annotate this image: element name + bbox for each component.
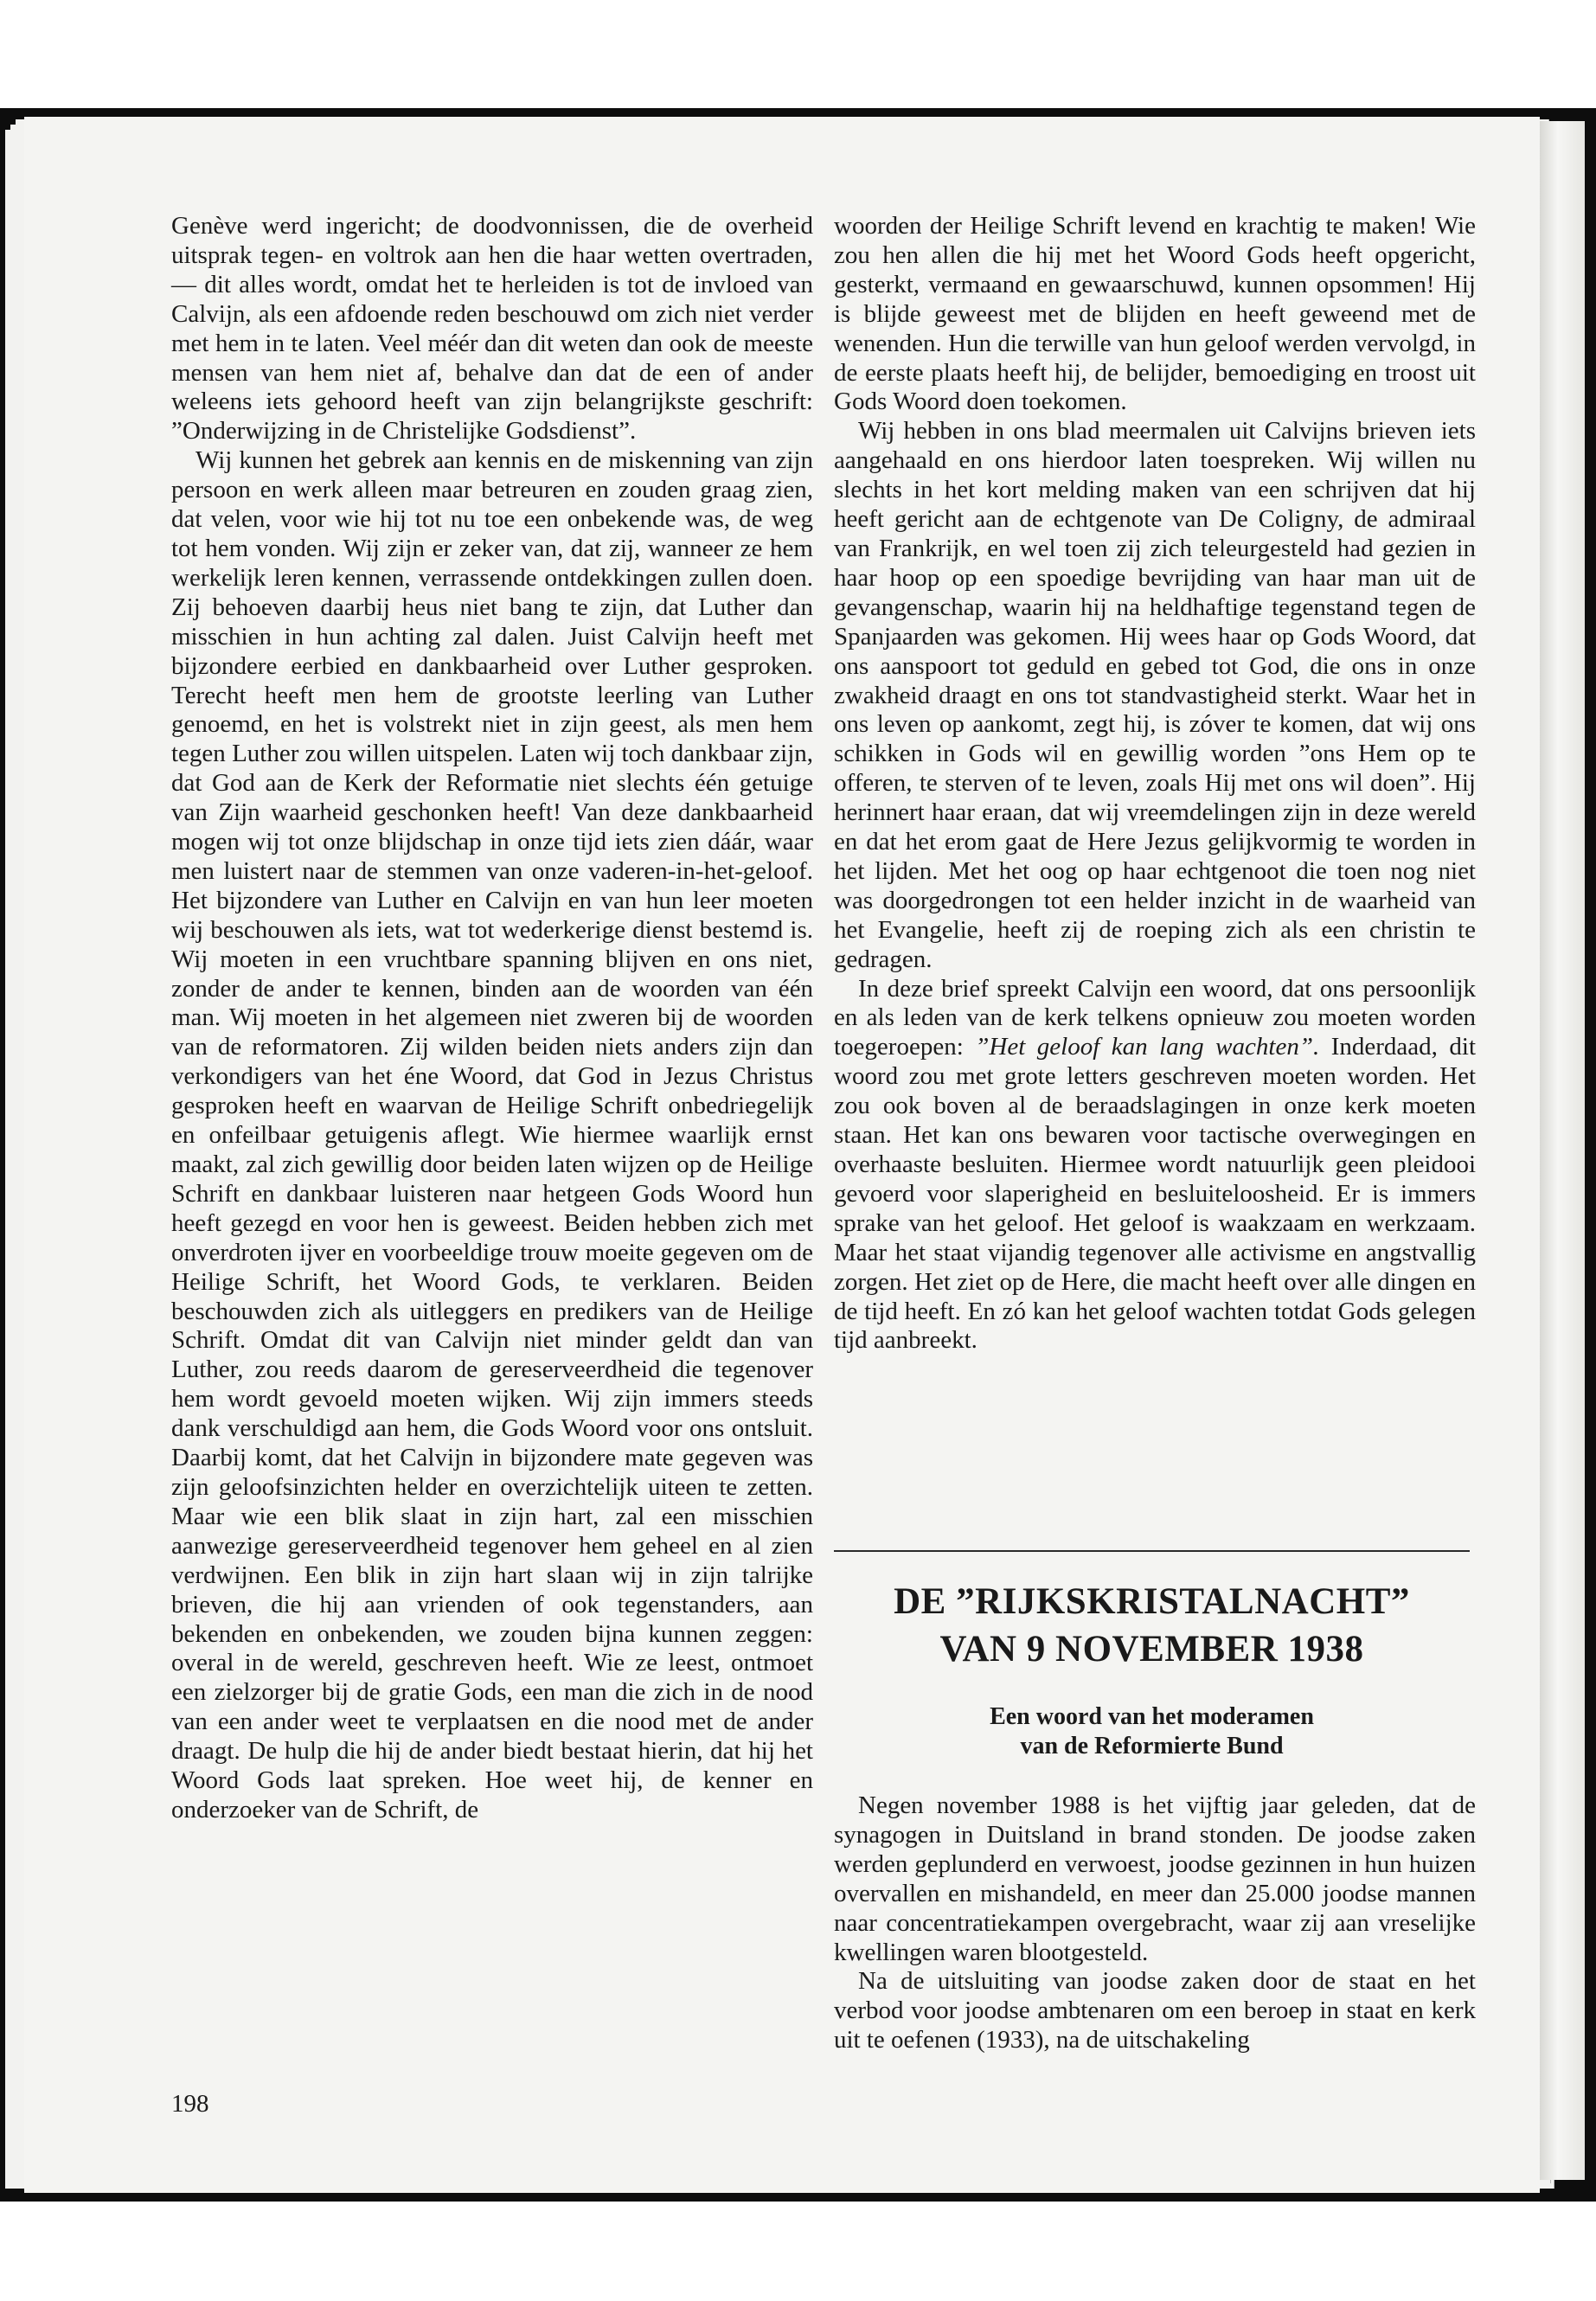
page-bottom-margin bbox=[0, 2202, 1596, 2301]
paragraph: Genève werd ingericht; de doodvonnissen, die de overheid uitsprak tegen- en voltrok aan hen die haar wetten overtraden, — dit alles wordt, omdat het te herleiden is tot de invloed van Calvijn, als een afdoende reden beschouwd om zich niet verder met hem in te laten. Veel méér dan dit weten dan ook de meeste mensen van hem niet af, behalve dan dat de een of ander weleens iets gehoord heeft van zijn belangrijkste geschrift: ”Onderwijzing in de Christelijke Godsdienst”. bbox=[171, 212, 813, 445]
page-number: 198 bbox=[171, 2090, 209, 2118]
paragraph: Negen november 1988 is het vijftig jaar geleden, dat de synagogen in Duitsland in brand stonden. De joodse zaken werden geplunderd en verwoest, joodse gezinnen in hun huizen overvallen en mishandeld, en meer dan 25.000 joodse mannen naar concentratiekampen overgebracht, waar zij aan vreselijke kwellingen waren blootgesteld. bbox=[834, 1791, 1476, 1966]
paragraph: Wij kunnen het gebrek aan kennis en de miskenning van zijn persoon en werk alleen maar betreuren en zouden graag zien, dat velen, voor wie hij tot nu toe een onbekende was, de weg tot hem vonden. Wij zijn er zeker van, dat zij, wanneer ze hem werkelijk leren kennen, verrassende ontdekkingen zullen doen. Zij behoeven daarbij heus niet bang te zijn, dat Luther dan misschien in hun achting zal dalen. Juist Calvijn heeft met bijzondere eerbied en dankbaarheid over Luther gesproken. Terecht heeft men hem de grootste leerling van Luther genoemd, en het is volstrekt niet in zijn geest, als men hem tegen Luther zou willen uitspelen. Laten wij toch dankbaar zijn, dat God aan de Kerk der Reformatie niet slechts één getuige van Zijn waarheid geschonken heeft! Van deze dankbaarheid mogen wij tot onze blijdschap in onze tijd iets zien dáár, waar men luistert naar de stemmen van onze vaderen-in-het-geloof. Het bijzondere van Luther en Calvijn en van hun leer moeten wij beschouwen als iets, wat tot wederkerige dienst bestemd is. Wij moeten in een vruchtbare spanning blijven en ons niet, zonder de ander te kennen, binden aan de woorden van één man. Wij moeten in het algemeen niet zweren bij de woorden van de reformatoren. Zij wilden beiden niets anders zijn dan verkondigers van het éne Woord, dat God in Jezus Christus gesproken heeft en waarvan de Heilige Schrift onbedriegelijk en onfeilbaar getuigenis aflegt. Wie hiermee waarlijk ernst maakt, zal zich gewillig door beiden laten wijzen op de Heilige Schrift en dankbaar luisteren naar hetgeen Gods Woord hun heeft gezegd en voor hen is geweest. Beiden hebben zich met onverdroten ijver en voorbeeldige trouw moeite gegeven om de Heilige Schrift, het Woord Gods, te verklaren. Beiden beschouwden zich als uitleggers en predikers van de Heilige Schrift. Omdat dit van Calvijn niet minder geldt dan van Luther, zou reeds daarom de gereserveerdheid die tegenover hem wordt gevoeld moeten wijken. Wij zijn immers steeds dank verschuldigd aan hem, die Gods Woord voor ons ontsluit. Daarbij komt, dat het Calvijn in bijzondere mate gegeven was zijn geloofsinzichten helder en overzichtelijk uiteen te zetten. Maar wie een blik slaat in zijn hart, zal een misschien aanwezige gereserveerdheid tegenover hem geheel en al zien verdwijnen. Een blik in zijn hart slaan wij in zijn talrijke brieven, die hij aan vrienden of ook tegenstanders, aan bekenden en onbekenden, we zouden bijna kunnen zeggen: overal in de wereld, geschreven heeft. Wie ze leest, ontmoet een zielzorger bij de gratie Gods, een man die zich in de nood van een ander weet te verplaatsen en die nood met de ander draagt. De hulp die hij de ander biedt bestaat hierin, dat hij het Woord Gods laat spreken. Hoe weet hij, de kenner en onderzoeker van de Schrift, de bbox=[171, 446, 813, 1823]
paragraph: woorden der Heilige Schrift levend en krachtig te maken! Wie zou hen allen die hij met het Woord Gods heeft opgericht, gesterkt, vermaand en gewaarschuwd, kunnen opsommen! Hij is blijde geweest met de blijden en heeft geweend met de wenenden. Hun die terwille van hun geloof werden vervolgd, in de eerste plaats heeft hij, de belijder, bemoediging en troost uit Gods Woord doen toekomen. bbox=[834, 212, 1476, 416]
article-title: VAN 9 NOVEMBER 1938 bbox=[939, 1629, 1364, 1670]
article-subtitle: van de Reformierte Bund bbox=[1020, 1733, 1284, 1759]
article-body bbox=[834, 1791, 1476, 2055]
quote-intro: In deze brief spreekt Calvijn een woord, dat ons persoonlijk en als leden van de kerk telkens opnieuw zou moeten worden toegeroepen: bbox=[834, 974, 1476, 1061]
paragraph: Na de uitsluiting van joodse zaken door de staat en het verbod voor joodse ambtenaren om een beroep in staat en kerk uit te oefenen (1933), na de uitschakeling bbox=[834, 1967, 1476, 2054]
quote-continuation: Inderdaad, dit woord zou met grote letters geschreven moeten worden. Het zou ook boven al de beraadslagingen in onze kerk moeten staan. Het kan ons bewaren voor tactische overwegingen en overhaaste besluiten. Hiermee wordt natuurlijk geen pleidooi gevoerd voor slaperigheid en besluiteloosheid. Er is immers sprake van het geloof. Het geloof is waakzaam en werkzaam. Maar het staat vijandig tegenover alle activisme en angstvallig zorgen. Het ziet op de Here, die macht heeft over alle dingen en de tijd heeft. En zó kan het geloof wachten totdat Gods gelegen tijd aanbreekt. bbox=[834, 1033, 1476, 1355]
paragraph bbox=[834, 975, 1476, 1356]
page-binding-edge bbox=[1540, 121, 1585, 2180]
paragraph: Wij hebben in ons blad meermalen uit Calvijns brieven iets aangehaald en ons hierdoor laten toespreken. Wij willen nu slechts in het kort melding maken van een schrijven dat hij heeft gericht aan de echtgenote van De Coligny, de admiraal van Frankrijk, en wel toen zij zich teleurgesteld had gezien in haar hoop op een spoedige bevrijding van haar man uit de gevangenschap, waarin hij na heldhaftige tegenstand tegen de Spanjaarden was gekomen. Hij wees haar op Gods Woord, dat ons aanspoort tot geduld en gebed tot God, die ons in onze zwakheid draagt en ons tot standvastigheid sterkt. Waar het in ons leven op aankomt, zegt hij, is zóver te komen, dat wij ons schikken in Gods wil en gewillig worden ”ons Hem op te offeren, te sterven of te leven, zoals Hij met ons wil doen”. Hij herinnert haar eraan, dat wij vreemdelingen zijn in deze wereld en dat het erom gaat de Here Jezus gelijkvormig te worden in het lijden. Met het oog op haar echtgenoot die toen nog niet was doorgedrongen tot een helder inzicht in de waarheid van het Evangelie, heeft zij de roeping zich als een christin te gedragen. bbox=[834, 417, 1476, 973]
article-title: DE ”RIJKSKRISTALNACHT” bbox=[894, 1581, 1410, 1622]
left-column bbox=[171, 212, 813, 1825]
right-column bbox=[834, 212, 1476, 1356]
quote-emphasis: ”Het geloof kan lang wachten”. bbox=[975, 1033, 1320, 1061]
section-divider bbox=[834, 1550, 1470, 1552]
article-subtitle: Een woord van het moderamen bbox=[990, 1703, 1314, 1730]
